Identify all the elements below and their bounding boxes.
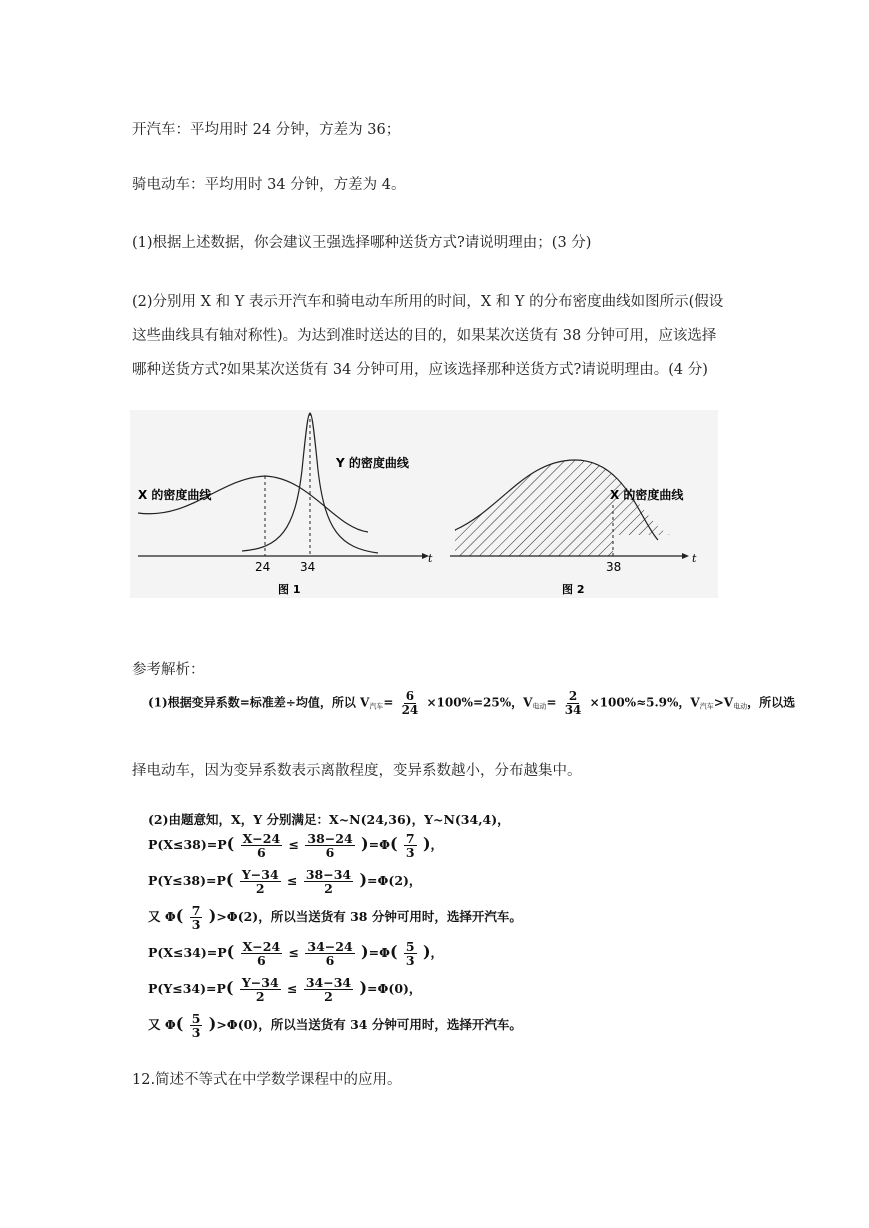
- fig1-tick-24: 24: [255, 560, 271, 574]
- question-2-line-1: (2)分别用 X 和 Y 表示开汽车和骑电动车所用的时间，X 和 Y 的分布密度曲线如图所示(假设: [132, 294, 724, 310]
- solution-2-conclusion-38: 又 Φ( $\frac{7}{3}$ )>Φ(2)，所以当送货有 38 分钟可用时，选择开汽车。: [148, 903, 522, 933]
- fraction-2-34: $\frac{2}{34}$: [564, 689, 582, 717]
- fig2-axis-label: t: [692, 552, 697, 565]
- question-1: (1)根据上述数据，你会建议王强选择哪种送货方式?请说明理由；(3 分): [132, 235, 592, 251]
- solution-2-px34: P(X≤34)=P( $\frac{X-24}{6}$ ≤ $\frac{34-24}{6}$ )=Φ( $\frac{5}{3}$ )，: [148, 939, 444, 969]
- fig1-tick-34: 34: [300, 560, 316, 574]
- solution-1-line: (1)根据变异系数=标准差÷均值，所以 $V_{汽车}=$ $\frac{6}{24}$ ×100%=25%，$V_{电动}=$ $\frac{2}{34}$ ×100%≈5.9%，$V_{汽车}>V_{电动}$，所以选: [148, 689, 796, 717]
- x-curve-label-fig2: X 的密度曲线: [610, 488, 684, 502]
- solution-2-line-1: (2)由题意知，X，Y 分别满足：X~N(24,36)，Y~N(34,4)，: [148, 812, 510, 827]
- fig1-axis-label: t: [428, 552, 433, 565]
- y-curve-label: Y 的密度曲线: [336, 456, 409, 470]
- x-curve-label-fig1: X 的密度曲线: [138, 488, 212, 502]
- fraction-6-24: $\frac{6}{24}$: [401, 689, 419, 717]
- solution-1-continuation: 择电动车，因为变异系数表示离散程度，变异系数越小，分布越集中。: [132, 763, 582, 779]
- fig1-caption: 图 1: [278, 583, 301, 596]
- density-curves-figure: [130, 410, 718, 598]
- question-2-line-2: 这些曲线具有轴对称性)。为达到准时送达的目的，如果某次送货有 38 分钟可用，应该选择: [132, 328, 717, 344]
- question-12: 12.简述不等式在中学数学课程中的应用。: [132, 1072, 402, 1088]
- solution-2-px38: P(X≤38)=P( $\frac{X-24}{6}$ ≤ $\frac{38-24}{6}$ )=Φ( $\frac{7}{3}$ )，: [148, 831, 444, 861]
- problem-line-car: 开汽车：平均用时 24 分钟，方差为 36；: [132, 122, 401, 138]
- solution-2-conclusion-34: 又 Φ( $\frac{5}{3}$ )>Φ(0)，所以当送货有 34 分钟可用时，选择开汽车。: [148, 1011, 522, 1041]
- question-2-line-3: 哪种送货方式?如果某次送货有 34 分钟可用，应该选择那种送货方式?请说明理由。(4 分): [132, 362, 708, 378]
- answer-heading: 参考解析：: [132, 662, 205, 678]
- fig2-caption: 图 2: [562, 583, 585, 596]
- fig2-tick-38: 38: [606, 560, 622, 574]
- solution-2-py34: P(Y≤34)=P( $\frac{Y-34}{2}$ ≤ $\frac{34-34}{2}$ )=Φ(0)，: [148, 975, 422, 1005]
- problem-line-ebike: 骑电动车：平均用时 34 分钟，方差为 4。: [132, 177, 406, 193]
- solution-2-py38: P(Y≤38)=P( $\frac{Y-34}{2}$ ≤ $\frac{38-34}{2}$ )=Φ(2)，: [148, 867, 422, 897]
